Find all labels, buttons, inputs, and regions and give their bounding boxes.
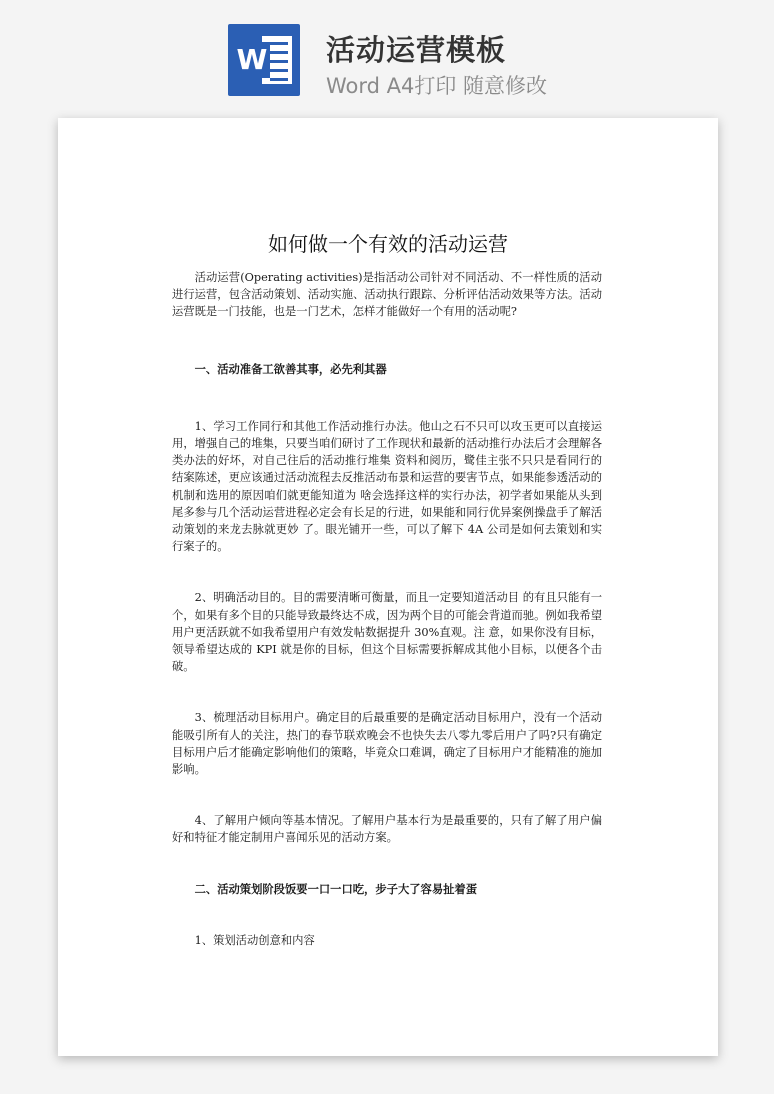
paragraph-point-2: 2、明确活动目的。目的需要清晰可衡量，而且一定要知道活动目 的有且只能有一个，如果有多个目的只能导致最终达不成，因为两个目的可能会背道而驰。例如我希望用户更活跃就不如我希望用户有效发帖数据提升 30%直观。注 意，如果你没有目标，领导希望达成的 KPI 就是你的目标，但这个目标需要拆解成其他小目标，以便各个击破。	[172, 591, 602, 674]
section-heading-1: 一、活动准备工欲善其事，必先利其器	[194, 361, 387, 376]
paragraph-point-5: 1、策划活动创意和内容	[194, 933, 315, 947]
document-page	[58, 118, 718, 1056]
template-title: 活动运营模板	[326, 33, 507, 67]
intro-paragraph: 活动运营(Operating activities)是指活动公司针对不同活动、不一样性质的活动进行运营，包含活动策划、活动实施、活动执行跟踪、分析评估活动效果等方法。活动运营既是一门技能，也是一门艺术，怎样才能做好一个有用的活动呢?	[172, 271, 602, 319]
template-subtitle: Word A4打印 随意修改	[326, 74, 548, 98]
paragraph-point-3: 3、梳理活动目标用户。确定目的后最重要的是确定活动目标用户，没有一个活动能吸引所有人的关注，热门的春节联欢晚会不也快失去八零九零后用户了吗?只有确定目标用户后才能确定影响他们的策略，毕竟众口难调，确定了目标用户才能精准的施加影响。	[172, 711, 602, 777]
paragraph-point-4: 4、了解用户倾向等基本情况。了解用户基本行为是最重要的，只有了解了用户偏好和特征才能定制用户喜闻乐见的活动方案。	[172, 814, 602, 845]
document-body	[172, 269, 602, 949]
section-heading-2: 二、活动策划阶段饭要一口一口吃，步子大了容易扯着蛋	[194, 881, 478, 896]
word-doc-icon	[228, 24, 300, 96]
template-header	[0, 0, 774, 110]
paragraph-point-1: 1、学习工作同行和其他工作活动推行办法。他山之石不只可以攻玉更可以直接运用，增强自己的堆集，只要当咱们研讨了工作现状和最新的活动推行办法后才会理解各类办法的好坏，对自己往后的活动推行堆集 资料和阅历，鹭佳主张不只只是看同行的结案陈述，更应该通过活动流程去反推活动布景和运营的要害节点，如果能参透活动的机制和选用的原因咱们就更能知道为 啥会选择这样的实行办法，初学者如果能从头到尾多参与几个活动运营进程必定会有长足的行进，如果能和同行优异案例操盘手了解活动策划的来龙去脉就更妙 了。眼光铺开一些，可以了解下 4A 公司是如何去策划和实行案子的。	[172, 419, 602, 554]
word-letter: W	[234, 42, 270, 78]
document-title: 如何做一个有效的活动运营	[268, 232, 508, 256]
